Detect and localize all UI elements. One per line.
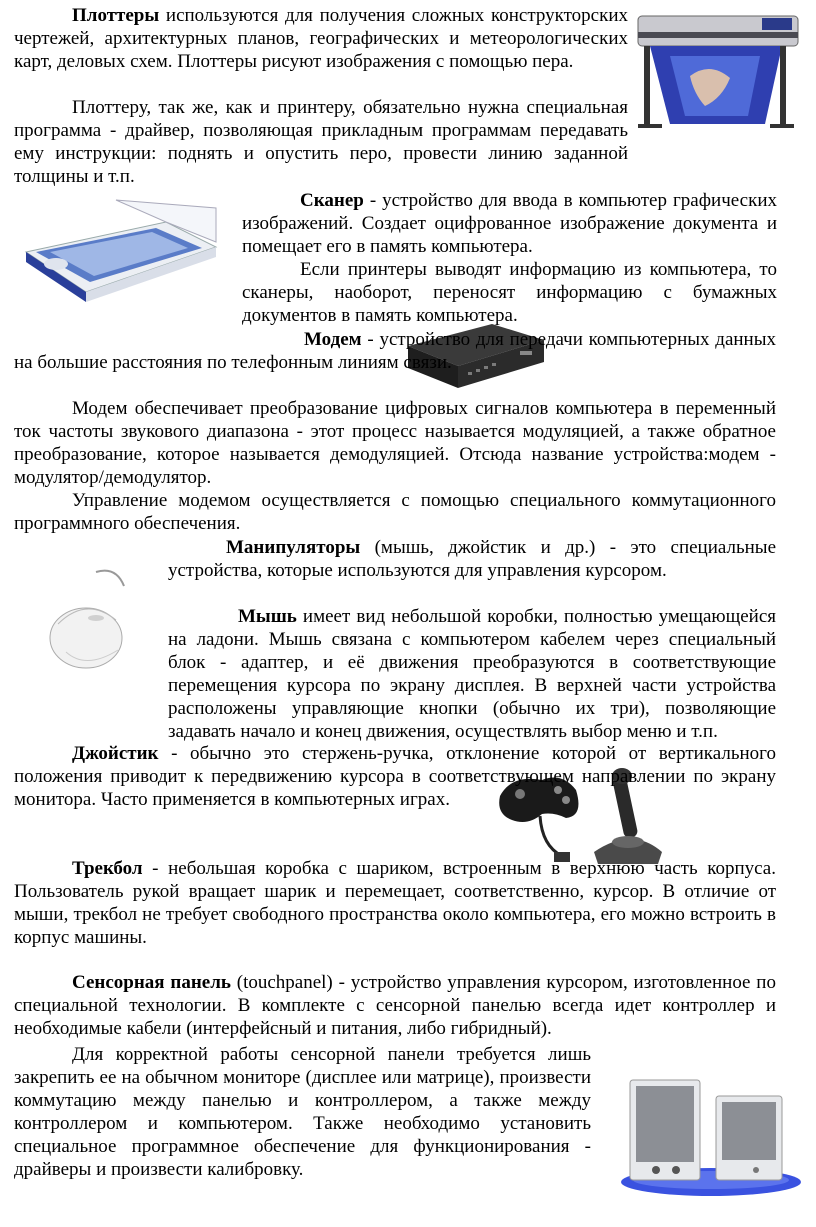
speakers-image xyxy=(616,1070,806,1200)
modem-paragraph-3: Управление модемом осуществляется с помощью специального коммутационного программного обеспечения. xyxy=(14,490,776,534)
scanner-paragraph-2: Если принтеры выводят информацию из компьютера, то сканеры, наоборот, переносят информацию с бумажных документов в память компьютера. xyxy=(242,259,777,326)
joystick-paragraph: Джойстик - обычно это стержень-ручка, отклонение которой от вертикального положения приводит к передвижению курсора в соответствующем направлении по экрану монитора. Часто применяется в компьютерных играх. xyxy=(14,743,776,810)
mouse-term: Мышь xyxy=(238,606,297,627)
plotters-term: Плоттеры xyxy=(72,5,160,26)
touchpanel-paragraph-1: Сенсорная панель (touchpanel) - устройство управления курсором, изготовленное по специальной технологии. В комплекте с сенсорной панелью всегда идет контроллер и необходимые кабели (интерфейсный и питания, либо гибридный). xyxy=(14,972,776,1039)
modem-paragraph-2: Модем обеспечивает преобразование цифровых сигналов компьютера в переменный ток частоты звукового диапазона - этот процесс называется модуляцией, а также обратное преобразование, которое называется демодуляцией. Отсюда название устройства:модем - модулятор/демодулятор. Управление модемом осуществляется с помощью специального коммутационного программного обеспечения. xyxy=(14,398,776,534)
joystick-term: Джойстик xyxy=(72,743,159,764)
modem-paragraph-1: Модем - устройство для передачи компьютерных данных на большие расстояния по телефонным линиям связи. xyxy=(14,329,776,373)
manipulators-paragraph: Манипуляторы (мышь, джойстик и др.) - это специальные устройства, которые используются для управления курсором. xyxy=(168,537,776,581)
scanner-term: Сканер xyxy=(300,190,364,211)
plotters-paragraph-2a xyxy=(14,96,628,188)
scanner-image xyxy=(16,192,226,304)
modem-term: Модем xyxy=(304,329,362,350)
scanner-paragraph-1: Сканер - устройство для ввода в компьютер графических изображений. Создает оцифрованное изображение документа и помещает его в память компьютера. Если принтеры выводят информацию из компьютера, то сканеры, наоборот, переносят информацию с бумажных документов в память компьютера. xyxy=(242,190,777,326)
manipulators-term: Манипуляторы xyxy=(226,537,361,558)
mouse-paragraph: Мышь имеет вид небольшой коробки, полностью умещающейся на ладони. Мышь связана с компьютером кабелем через специальный блок - адаптер, и её движения преобразуются в соответствующие перемещения курсора по экрану дисплея. В верхней части устройства расположены управляющие кнопки (обычно их три), позволяющие задавать начало и конец движения, осуществлять выбор меню и т.п. xyxy=(168,606,776,742)
trackball-term: Трекбол xyxy=(72,858,143,879)
trackball-paragraph: Трекбол - небольшая коробка с шариком, встроенным в верхнюю часть корпуса. Пользователь рукой вращает шарик и перемещает, соответственно, курсор. В отличие от мыши, трекбол не требует свободного пространства около компьютера, его можно встроить в корпус машины. xyxy=(14,858,776,948)
touchpanel-paragraph-2: Для корректной работы сенсорной панели требуется лишь закрепить ее на обычном мониторе (дисплее или матрице), произвести коммутацию между панелью и контроллером, а также между контроллером и компьютером. Также необходимо установить специальное программное обеспечение для функционирования - драйверы и произвести калибровку. xyxy=(14,1044,591,1180)
touchpanel-term: Сенсорная панель xyxy=(72,972,231,993)
plotter-image xyxy=(630,6,808,134)
plotters-paragraph-2-text: Плоттеру, так же, как и принтеру, обязательно нужна специальная программа - драйвер, позволяющая прикладным программам передавать ему инструкции: поднять и опустить перо, провести линию заданной толщины и т.п. xyxy=(14,97,628,187)
plotters-paragraph-1: Плоттеры используются для получения сложных конструкторских чертежей, архитектурных планов, географических и метеорологических карт, деловых схем. Плоттеры рисуют изображения с помощью пера. xyxy=(14,5,628,72)
